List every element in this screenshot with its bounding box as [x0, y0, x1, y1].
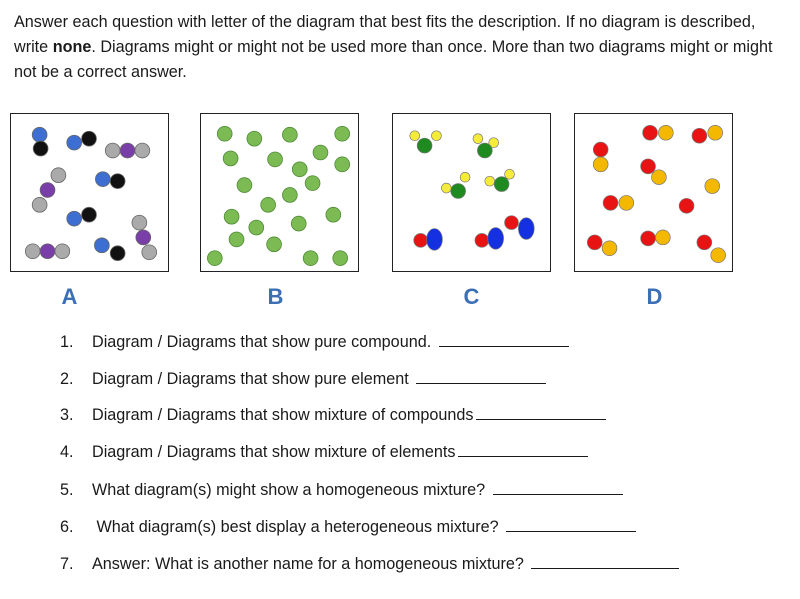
question-text: Diagram / Diagrams that show pure element	[92, 370, 414, 388]
green-atom	[267, 237, 282, 252]
green-atom	[224, 209, 239, 224]
diagram-a-label: A	[61, 284, 78, 309]
question-number: 7.	[60, 555, 74, 573]
green-atom	[291, 216, 306, 231]
question-2	[60, 367, 546, 390]
yellow-atom	[485, 176, 495, 186]
blue-atom	[94, 238, 109, 253]
red-atom	[414, 233, 428, 247]
black-atom	[33, 141, 48, 156]
question-text: Answer: What is another name for a homogeneous mixture?	[92, 555, 529, 573]
question-text: What diagram(s) best display a heterogeneous mixture?	[92, 518, 504, 536]
diagram-d-label: D	[646, 284, 663, 309]
yellow-atom	[505, 169, 515, 179]
diagram-d	[574, 113, 733, 272]
red-atom	[603, 195, 618, 210]
question-5	[60, 478, 623, 501]
orange-atom	[655, 230, 670, 245]
gray-atom	[25, 244, 40, 259]
black-atom	[110, 174, 125, 189]
green-atom	[268, 152, 283, 167]
instructions-emphasis: none	[52, 38, 92, 56]
green-atom	[237, 178, 252, 193]
red-atom	[697, 235, 712, 250]
answer-blank[interactable]	[439, 330, 569, 347]
red-atom	[679, 198, 694, 213]
gray-atom	[142, 245, 157, 260]
question-number: 4.	[60, 443, 74, 461]
green-atom	[207, 251, 222, 266]
blue-atom	[67, 135, 82, 150]
green-atom	[477, 143, 492, 158]
yellow-atom	[432, 131, 442, 141]
blue-atom	[518, 218, 534, 240]
question-text: Diagram / Diagrams that show pure compound.	[92, 333, 436, 351]
instructions	[14, 10, 784, 85]
green-atom	[229, 232, 244, 247]
orange-atom	[658, 125, 673, 140]
orange-atom	[708, 125, 723, 140]
yellow-atom	[473, 134, 483, 144]
answer-blank[interactable]	[506, 515, 636, 532]
green-atom	[292, 162, 307, 177]
red-atom	[641, 231, 656, 246]
blue-atom	[427, 229, 443, 251]
red-atom	[692, 128, 707, 143]
diagram-c-label: C	[463, 284, 480, 309]
question-number: 2.	[60, 370, 74, 388]
green-atom	[217, 126, 232, 141]
diagram-a-molecules	[11, 114, 168, 271]
yellow-atom	[441, 183, 451, 193]
green-atom	[305, 176, 320, 191]
green-atom	[282, 188, 297, 203]
green-atom	[335, 157, 350, 172]
red-atom	[643, 125, 658, 140]
blue-atom	[32, 127, 47, 142]
gray-atom	[105, 143, 120, 158]
question-3	[60, 403, 606, 426]
diagram-b-atoms	[201, 114, 358, 271]
question-1	[60, 330, 569, 353]
yellow-atom	[460, 172, 470, 182]
green-atom	[417, 138, 432, 153]
red-atom	[475, 233, 489, 247]
green-atom	[282, 127, 297, 142]
orange-atom	[711, 248, 726, 263]
instructions-text: Answer each question with letter of the diagram that best fits the description. If no diagram is described, write	[14, 13, 756, 56]
answer-blank[interactable]	[458, 440, 588, 457]
gray-atom	[135, 143, 150, 158]
question-6	[60, 515, 636, 538]
gray-atom	[51, 168, 66, 183]
purple-atom	[136, 230, 151, 245]
diagram-d-molecules	[575, 114, 732, 271]
gray-atom	[32, 197, 47, 212]
question-number: 6.	[60, 518, 74, 536]
question-text: Diagram / Diagrams that show mixture of compounds	[92, 406, 474, 424]
gray-atom	[132, 215, 147, 230]
diagram-c-molecules	[393, 114, 550, 271]
black-atom	[82, 207, 97, 222]
green-atom	[223, 151, 238, 166]
diagram-b-label: B	[267, 284, 284, 309]
blue-atom	[67, 211, 82, 226]
gray-atom	[55, 244, 70, 259]
diagram-b	[200, 113, 359, 272]
answer-blank[interactable]	[416, 367, 546, 384]
instructions-text-2: . Diagrams might or might not be used more than once. More than two diagrams might or might not be a correct answer.	[14, 38, 773, 81]
green-atom	[333, 251, 348, 266]
green-atom	[451, 184, 466, 199]
question-7	[60, 552, 679, 575]
question-text: Diagram / Diagrams that show mixture of elements	[92, 443, 456, 461]
green-atom	[494, 177, 509, 192]
answer-blank[interactable]	[476, 403, 606, 420]
red-atom	[593, 142, 608, 157]
blue-atom	[488, 228, 504, 250]
orange-atom	[619, 195, 634, 210]
question-number: 5.	[60, 481, 74, 499]
green-atom	[249, 220, 264, 235]
question-number: 1.	[60, 333, 74, 351]
red-atom	[641, 159, 656, 174]
black-atom	[110, 246, 125, 261]
purple-atom	[40, 244, 55, 259]
green-atom	[313, 145, 328, 160]
question-4	[60, 440, 588, 463]
orange-atom	[593, 157, 608, 172]
red-atom	[587, 235, 602, 250]
diagram-c	[392, 113, 551, 272]
question-number: 3.	[60, 406, 74, 424]
question-text: What diagram(s) might show a homogeneous mixture?	[92, 481, 490, 499]
orange-atom	[705, 179, 720, 194]
yellow-atom	[410, 131, 420, 141]
orange-atom	[652, 170, 667, 185]
purple-atom	[40, 183, 55, 198]
orange-atom	[602, 241, 617, 256]
answer-blank[interactable]	[531, 552, 679, 569]
purple-atom	[120, 143, 135, 158]
diagram-a	[10, 113, 169, 272]
red-atom	[505, 216, 519, 230]
blue-atom	[95, 172, 110, 187]
black-atom	[82, 131, 97, 146]
green-atom	[326, 207, 341, 222]
green-atom	[247, 131, 262, 146]
green-atom	[303, 251, 318, 266]
green-atom	[261, 197, 276, 212]
answer-blank[interactable]	[493, 478, 623, 495]
green-atom	[335, 126, 350, 141]
